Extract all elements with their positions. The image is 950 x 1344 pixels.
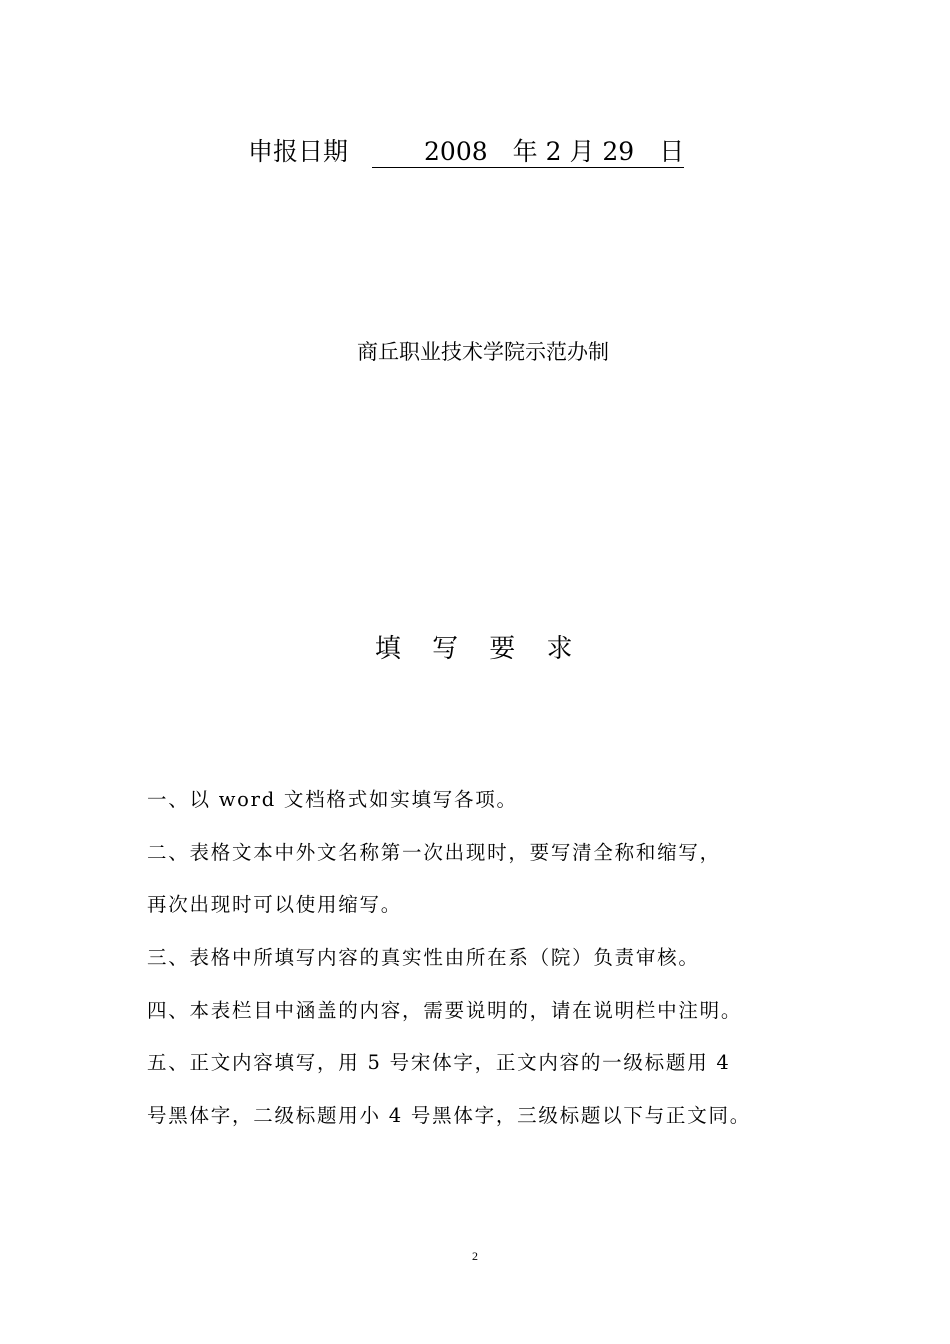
declaration-date-label: 申报日期 xyxy=(248,137,349,166)
requirement-line: 一、以 word 文档格式如实填写各项。 xyxy=(147,788,518,811)
requirements-heading: 填 写 要 求 xyxy=(374,634,576,664)
page-number: 2 xyxy=(472,1249,478,1263)
requirement-line: 三、表格中所填写内容的真实性由所在系（院）负责审核。 xyxy=(147,946,700,970)
requirement-line: 四、本表栏目中涵盖的内容，需要说明的，请在说明栏中注明。 xyxy=(147,998,743,1022)
requirement-line: 再次出现时可以使用缩写。 xyxy=(147,893,403,917)
declaration-date-line xyxy=(248,132,684,172)
requirement-line: 二、表格文本中外文名称第一次出现时，要写清全称和缩写， xyxy=(147,840,721,864)
requirements-list xyxy=(147,778,847,1147)
requirement-line: 五、正文内容填写，用 5 号宋体字，正文内容的一级标题用 4 xyxy=(147,1051,731,1075)
organization-name: 商丘职业技术学院示范办制 xyxy=(357,340,609,364)
declaration-date-value: 2008 年 2 月 29 日 xyxy=(372,137,684,168)
requirement-line: 号黑体字，二级标题用小 4 号黑体字，三级标题以下与正文同。 xyxy=(147,1104,751,1128)
